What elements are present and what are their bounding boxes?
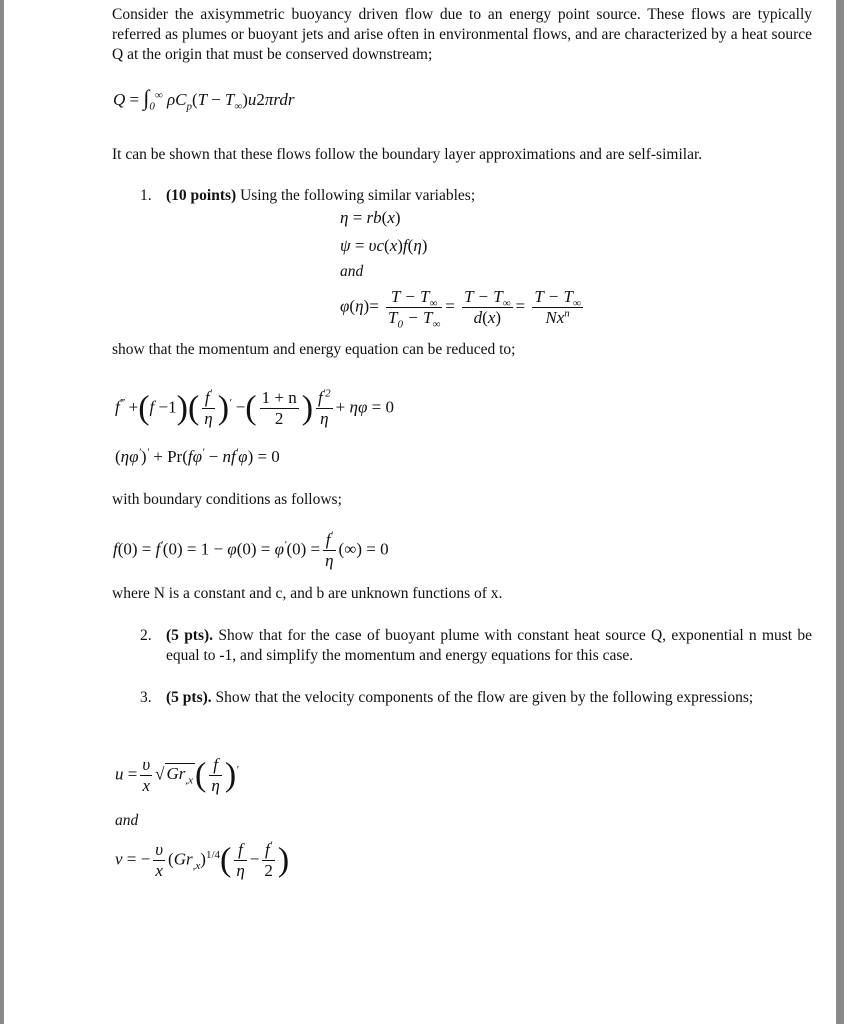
heat-source-equation: $Q = \int_0^\infty$ $\rho C_p(T - T_\infty)u2\pi rdr$	[113, 85, 295, 113]
boundary-conditions: f(0) = f′(0) = 1 − φ(0) = φ′(0) = $\frac{f'}{\eta}$ (∞) = 0	[113, 529, 389, 570]
similarity-variable-eta: η = rb(x)	[340, 208, 401, 227]
q3-number: 3.	[140, 689, 152, 706]
phi-definition: φ(η)= $\frac{T - T_\infty}{T_0 - T_\infty}$ = $\frac{T - T_\infty}{d(x)}$ = $\frac{T - T_\infty}{Nx^n}$	[340, 287, 581, 331]
viewer-left-edge	[0, 0, 4, 1024]
q3-text: Show that the velocity components of the flow are given by the following expressions;	[215, 689, 754, 706]
q2-number: 2.	[140, 627, 152, 644]
q1-where-text: where N is a constant and c, and b are unknown functions of x.	[112, 585, 503, 602]
q1-show-text: show that the momentum and energy equation can be reduced to;	[112, 341, 516, 358]
q1-and: and	[340, 263, 364, 280]
q3-points: (5 pts).	[166, 689, 212, 706]
q2-points: (5 pts).	[166, 627, 214, 644]
q1-points: (10 points)	[166, 187, 237, 204]
intro-paragraph: Consider the axisymmetric buoyancy driven flow due to an energy point source. These flows are typically referred as plumes or buoyant jets and arise often in environmental flows, and are characterized by a heat source Q at the origin that must be conserved downstream;	[112, 6, 812, 63]
momentum-equation: f‴ +(f −1)( $\frac{f'}{\eta}$ )′ −( $\frac{1 + n}{2}$ ) $\frac{f^{'2}}{\eta}$ + ηφ = 0	[115, 387, 394, 428]
q3-and: and	[115, 812, 139, 829]
q3-body	[166, 688, 812, 708]
energy-equation: (ηφ′)′ + Pr(fφ′ − nf′φ) = 0	[115, 446, 280, 466]
viewer-right-edge	[836, 0, 844, 1024]
velocity-u-equation: u = $\frac{\upsilon}{x}$ √ $Gr_{,x}$( $\frac{f}{\eta}$ )′	[115, 755, 239, 795]
q1-text: Using the following similar variables;	[240, 187, 476, 204]
q1-bc-text: with boundary conditions as follows;	[112, 491, 342, 508]
q2-body	[166, 626, 812, 666]
boundary-layer-statement: It can be shown that these flows follow the boundary layer approximations and are self-similar.	[112, 146, 703, 163]
velocity-v-equation: v = − $\frac{\upsilon}{x}$ $(Gr_{,x})^{1/4}$( $\frac{f}{\eta}$ − $\frac{f'}{2}$ )	[115, 839, 290, 880]
similarity-variable-psi: ψ = υc(x)f(η)	[340, 236, 428, 255]
q1-number: 1.	[140, 187, 152, 204]
q2-text: Show that for the case of buoyant plume with constant heat source Q, exponential n must be equal to -1, and simplify the momentum and energy equations for this case.	[166, 627, 812, 664]
q1-heading	[166, 186, 475, 206]
